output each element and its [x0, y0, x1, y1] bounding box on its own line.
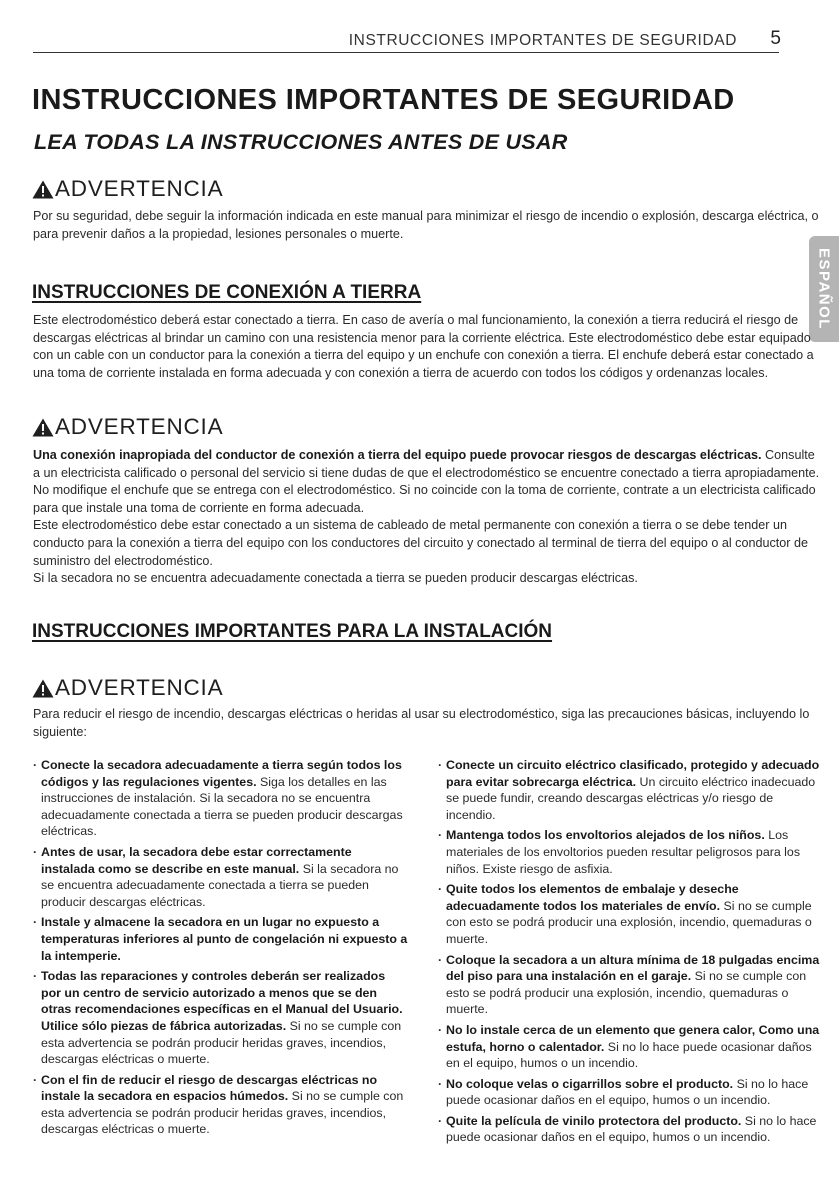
precaution-item: [438, 1113, 823, 1146]
precaution-text: Si no se cumple con esta advertencia se podrán producir heridas graves, incendios, descargas eléctricas o muerte.: [41, 1089, 404, 1137]
precaution-bold: No lo instale cerca de un elemento que genera calor, Como una estufa, horno o calentador.: [446, 1022, 820, 1054]
grounding-heading: INSTRUCCIONES DE CONEXIÓN A TIERRA: [32, 282, 422, 303]
installation-heading: INSTRUCCIONES IMPORTANTES PARA LA INSTALACIÓN: [32, 621, 553, 642]
precaution-text: Si no se cumple con esto se podrá producir una explosión, incendio, quemaduras o muerte.: [446, 969, 807, 1017]
precaution-item: [438, 757, 823, 823]
precaution-item: [33, 1072, 408, 1138]
precaution-text: Si no lo hace puede ocasionar daños en el equipo, humos o un incendio.: [446, 1076, 809, 1108]
warning-label: ADVERTENCIA: [55, 675, 224, 700]
page-subtitle: LEA TODAS LA INSTRUCCIONES ANTES DE USAR: [34, 130, 568, 154]
wiring-paragraph: Este electrodoméstico debe estar conectado a un sistema de cableado de metal permanente con conexión a tierra o se debe tender un conducto para la conexión a tierra del equipo con los conductores del circuito y conectado al terminal de tierra del equipo o al conductor de suministro del electrodoméstico.: [33, 518, 808, 568]
precaution-text: Los materiales de los envoltorios pueden resultar peligrosos para los niños. Existe riesgo de asfixia.: [446, 828, 801, 876]
precaution-bold: Instale y almacene la secadora en un lugar no expuesto a temperaturas inferiores al punto de congelación ni expuesto a la intemperie.: [41, 915, 408, 963]
precaution-item: [438, 1022, 823, 1072]
precaution-text: Si la secadora no se encuentra adecuadamente conectada a tierra se pueden producir descargas eléctricas.: [41, 861, 399, 909]
precaution-text: Siga los detalles en las instrucciones de instalación. Si la secadora no se encuentra adecuadamente conectada a tierra se pueden producir descargas eléctricas.: [41, 774, 403, 839]
precaution-bold: Antes de usar, la secadora debe estar correctamente instalada como se describe en este manual.: [41, 844, 352, 876]
precaution-bold: Coloque la secadora a un altura mínima de 18 pulgadas encima del piso para una instalación en el garaje.: [446, 952, 820, 984]
warning-triangle-icon: [32, 180, 54, 199]
installation-intro-paragraph: Para reducir el riesgo de incendio, descargas eléctricas o heridas al usar su electrodoméstico, siga las precauciones básicas, incluyendo lo siguiente:: [33, 707, 810, 739]
precautions-right-column: [438, 757, 823, 1150]
warning-triangle-icon: [32, 679, 54, 698]
shock-paragraph: Si la secadora no se encuentra adecuadamente conectada a tierra se pueden producir descargas eléctricas.: [33, 571, 638, 586]
warning-label: ADVERTENCIA: [55, 176, 224, 201]
grounding-paragraph: Este electrodoméstico deberá estar conectado a tierra. En caso de avería o mal funcionamiento, la conexión a tierra reducirá el riesgo de descargas eléctricas al brindar un camino con una resistencia menor para la corriente eléctrica. Este electrodoméstico debe estar equipado con un cable con un conductor para la conexión a tierra del equipo y un enchufe con conexión a tierra. El enchufe deberá estar conectado a una toma de corriente instalada en forma adecuada y con conexión a tierra de acuerdo con todos los códigos y ordenanzas locales.: [33, 313, 814, 380]
precaution-item: [33, 757, 408, 840]
precautions-left-list: [33, 757, 408, 1138]
precaution-item: [33, 844, 408, 910]
precaution-bold: No coloque velas o cigarrillos sobre el producto.: [446, 1076, 734, 1091]
grounding-warning-text: [33, 447, 823, 588]
precaution-text: Si no lo hace puede ocasionar daños en el equipo, humos o un incendio.: [446, 1113, 817, 1145]
plug-paragraph: No modifique el enchufe que se entrega con el electrodoméstico. Si no coincide con la toma de corriente, contrate a un electricista calificado para que instale una toma de corriente en forma adecuada.: [33, 483, 816, 515]
running-header: [33, 28, 779, 53]
precaution-text: Un circuito eléctrico inadecuado se puede fundir, creando descargas eléctricas y/o riesgo de incendio.: [446, 774, 816, 822]
running-header-title: INSTRUCCIONES IMPORTANTES DE SEGURIDAD: [348, 32, 737, 49]
installation-intro: [33, 706, 823, 741]
warning-paragraph: Por su seguridad, debe seguir la información indicada en este manual para minimizar el riesgo de incendio o explosión, descarga eléctrica, o para prevenir daños a la propiedad, lesiones personales o muerte.: [33, 209, 819, 241]
precaution-item: [33, 968, 408, 1068]
precaution-text: Si no se cumple con esto se podrá producir una explosión, incendio, quemaduras o muerte.: [446, 898, 812, 946]
grounding-warning-paragraph: [33, 447, 823, 482]
language-tab-label: ESPAÑOL: [815, 248, 833, 330]
warning-triangle-icon: [32, 418, 54, 437]
warning-heading: [32, 414, 223, 440]
precaution-bold: Conecte un circuito eléctrico clasificado, protegido y adecuado para evitar sobrecarga eléctrica.: [446, 758, 820, 789]
precaution-bold: Con el fin de reducir el riesgo de descargas eléctricas no instale la secadora en espacios húmedos.: [41, 1072, 378, 1104]
precaution-text: Si no se cumple con esta advertencia se podrán producir heridas graves, incendios, descargas eléctricas o muerte.: [41, 1018, 402, 1067]
warning-text: [33, 208, 823, 243]
precaution-bold: Quite todos los elementos de embalaje y deseche adecuadamente todos los materiales de envío.: [446, 882, 739, 913]
warning-label: ADVERTENCIA: [55, 414, 224, 439]
precaution-item: [438, 881, 823, 947]
precaution-bold: Quite la película de vinilo protectora del producto.: [446, 1113, 742, 1128]
precautions-left-column: [33, 757, 408, 1142]
precaution-item: [33, 914, 408, 964]
precaution-bold: Todas las reparaciones y controles deberán ser realizados por un centro de servicio autorizado a menos que se den otras recomendaciones específicas en el Manual del Usuario. Utilice sólo piezas de fábrica autorizadas.: [41, 969, 403, 1033]
precaution-item: [438, 1076, 823, 1109]
grounding-warning-bold: Una conexión inapropiada del conductor de conexión a tierra del equipo puede provocar riesgos de descargas eléctricas.: [33, 448, 762, 462]
page-title: INSTRUCCIONES IMPORTANTES DE SEGURIDAD: [32, 84, 735, 116]
warning-heading: [32, 675, 223, 701]
warning-heading: [32, 176, 223, 202]
precaution-item: [438, 952, 823, 1018]
precaution-bold: Conecte la secadora adecuadamente a tierra según todos los códigos y las regulaciones vigentes.: [41, 758, 402, 789]
grounding-text: [33, 312, 823, 382]
page-number: 5: [770, 28, 781, 49]
precautions-right-list: [438, 757, 823, 1146]
precaution-bold: Mantenga todos los envoltorios alejados de los niños.: [446, 828, 765, 843]
grounding-warning-rest: Consulte a un electricista calificado o personal del servicio si tiene dudas de que el electrodoméstico se encuentre conectado a tierra apropiadamente.: [33, 448, 820, 480]
precaution-item: [438, 827, 823, 877]
precaution-text: Si no lo hace puede ocasionar daños en el equipo, humos o un incendio.: [446, 1039, 812, 1071]
